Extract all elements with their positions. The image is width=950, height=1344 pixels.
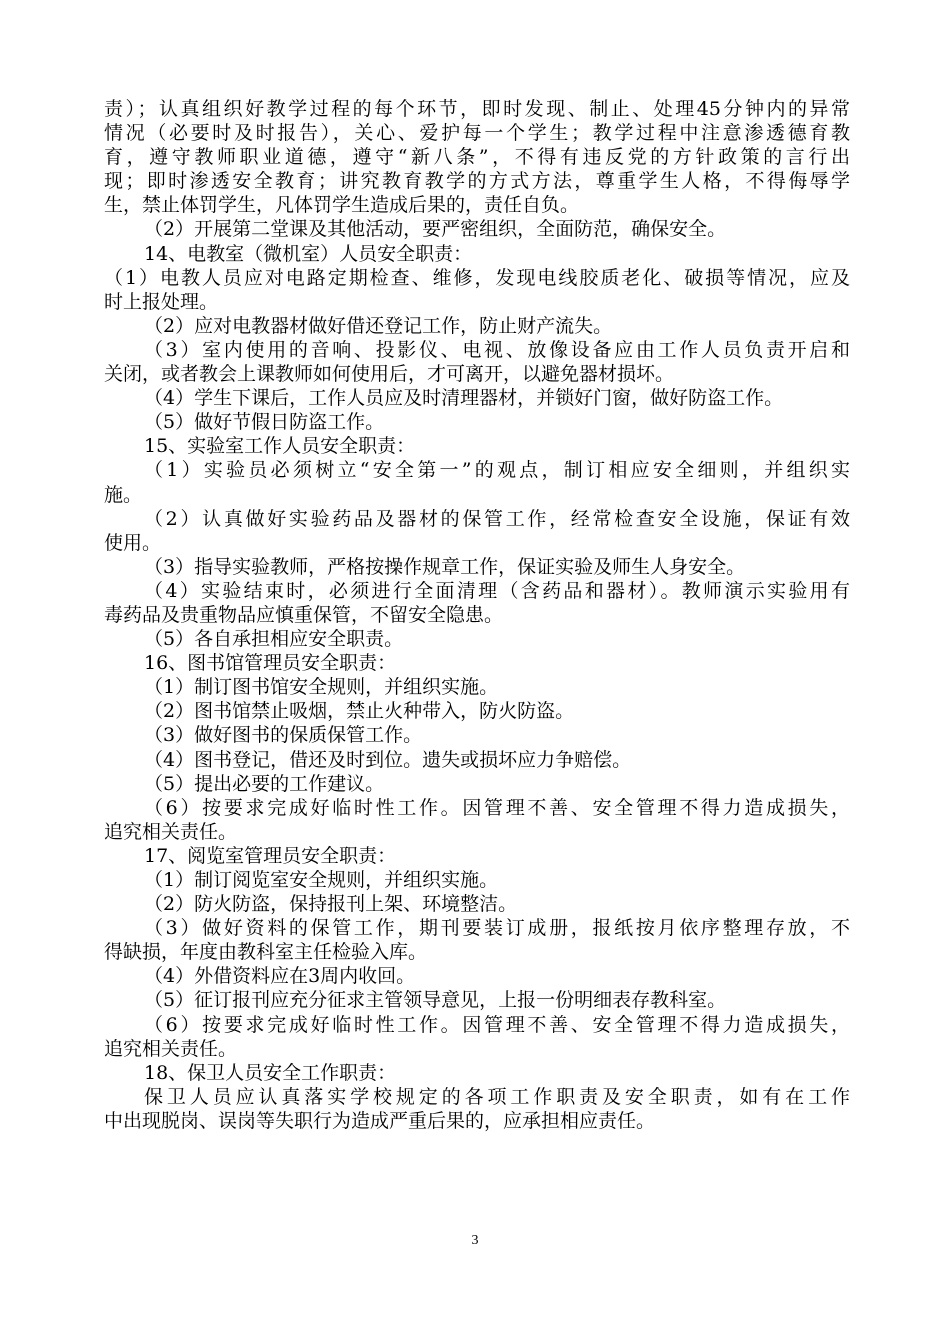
text-line: 使用。	[104, 531, 162, 554]
text-line: （5）提出必要的工作建议。	[144, 772, 385, 795]
text-line: 中出现脱岗、误岗等失职行为造成严重后果的，应承担相应责任。	[104, 1109, 656, 1132]
text-line: （5）各自承担相应安全职责。	[144, 628, 404, 651]
text-line: 追究相关责任。	[104, 820, 238, 843]
text-line: 追究相关责任。	[104, 1037, 238, 1060]
page-number: 3	[471, 1233, 479, 1248]
text-line: （4）学生下课后，工作人员应及时清理器材，并锁好门窗，做好防盗工作。	[144, 387, 784, 410]
text-line: （4）外借资料应在3周内收回。	[144, 965, 416, 988]
text-line: （2）应对电教器材做好借还登记工作，防止财产流失。	[144, 314, 613, 337]
text-line: （1）制订图书馆安全规则，并组织实施。	[144, 676, 499, 699]
document-body	[104, 97, 850, 1133]
text-line: （2）认真做好实验药品及器材的保管工作，经常检查安全设施，保证有效	[144, 507, 850, 530]
text-line: （4）图书登记，借还及时到位。遗失或损坏应力争赔偿。	[144, 748, 632, 771]
text-line: 情况（必要时及时报告），关心、爱护每一个学生；教学过程中注意渗透德育教	[104, 122, 850, 145]
text-line: （1）电教人员应对电路定期检查、维修，发现电线胶质老化、破损等情况，应及	[104, 266, 850, 289]
text-line: （3）做好资料的保管工作，期刊要装订成册，报纸按月依序整理存放，不	[144, 917, 850, 940]
text-line: （3）指导实验教师，严格按操作规章工作，保证实验及师生人身安全。	[144, 555, 746, 578]
text-line: （6）按要求完成好临时性工作。因管理不善、安全管理不得力造成损失，	[144, 1013, 850, 1036]
text-line: 17、阅览室管理员安全职责：	[144, 844, 397, 867]
text-line: 育，遵守教师职业道德，遵守“新八条”，不得有违反党的方针政策的言行出	[104, 146, 850, 169]
text-line: 14、电教室（微机室）人员安全职责：	[144, 242, 473, 265]
text-line: 生，禁止体罚学生，凡体罚学生造成后果的，责任自负。	[104, 194, 580, 217]
text-line: 现；即时渗透安全教育；讲究教育教学的方式方法，尊重学生人格，不得侮辱学	[104, 170, 850, 193]
text-line: 保卫人员应认真落实学校规定的各项工作职责及安全职责，如有在工作	[144, 1085, 850, 1108]
text-line: （5）做好节假日防盗工作。	[144, 411, 385, 434]
text-line: 16、图书馆管理员安全职责：	[144, 652, 397, 675]
text-line: 15、实验室工作人员安全职责：	[144, 435, 416, 458]
text-line: （5）征订报刊应充分征求主管领导意见，上报一份明细表存教科室。	[144, 989, 727, 1012]
text-line: （3）做好图书的保质保管工作。	[144, 724, 423, 747]
text-line: 时上报处理。	[104, 290, 219, 313]
text-line: （1）实验员必须树立“安全第一”的观点，制订相应安全细则，并组织实	[144, 459, 850, 482]
text-line: 毒药品及贵重物品应慎重保管，不留安全隐患。	[104, 603, 504, 626]
text-line: 施。	[104, 483, 143, 506]
text-line: （2）图书馆禁止吸烟，禁止火种带入，防火防盗。	[144, 700, 575, 723]
text-line: 得缺损，年度由教科室主任检验入库。	[104, 941, 428, 964]
text-line: （4）实验结束时，必须进行全面清理（含药品和器材）。教师演示实验用有	[144, 579, 850, 602]
text-line: （1）制订阅览室安全规则，并组织实施。	[144, 869, 499, 891]
text-line: （2）开展第二堂课及其他活动，要严密组织，全面防范，确保安全。	[144, 218, 727, 241]
text-line: 责）；认真组织好教学过程的每个环节，即时发现、制止、处理45分钟内的异常	[104, 98, 850, 120]
text-line: （2）防火防盗，保持报刊上架、环境整洁。	[144, 893, 518, 916]
text-line: （3）室内使用的音响、投影仪、电视、放像设备应由工作人员负责开启和	[144, 338, 850, 361]
text-line: （6）按要求完成好临时性工作。因管理不善、安全管理不得力造成损失，	[144, 796, 850, 819]
text-line: 关闭，或者教会上课教师如何使用后，才可离开，以避免器材损坏。	[104, 363, 675, 386]
text-line: 18、保卫人员安全工作职责：	[144, 1061, 397, 1084]
